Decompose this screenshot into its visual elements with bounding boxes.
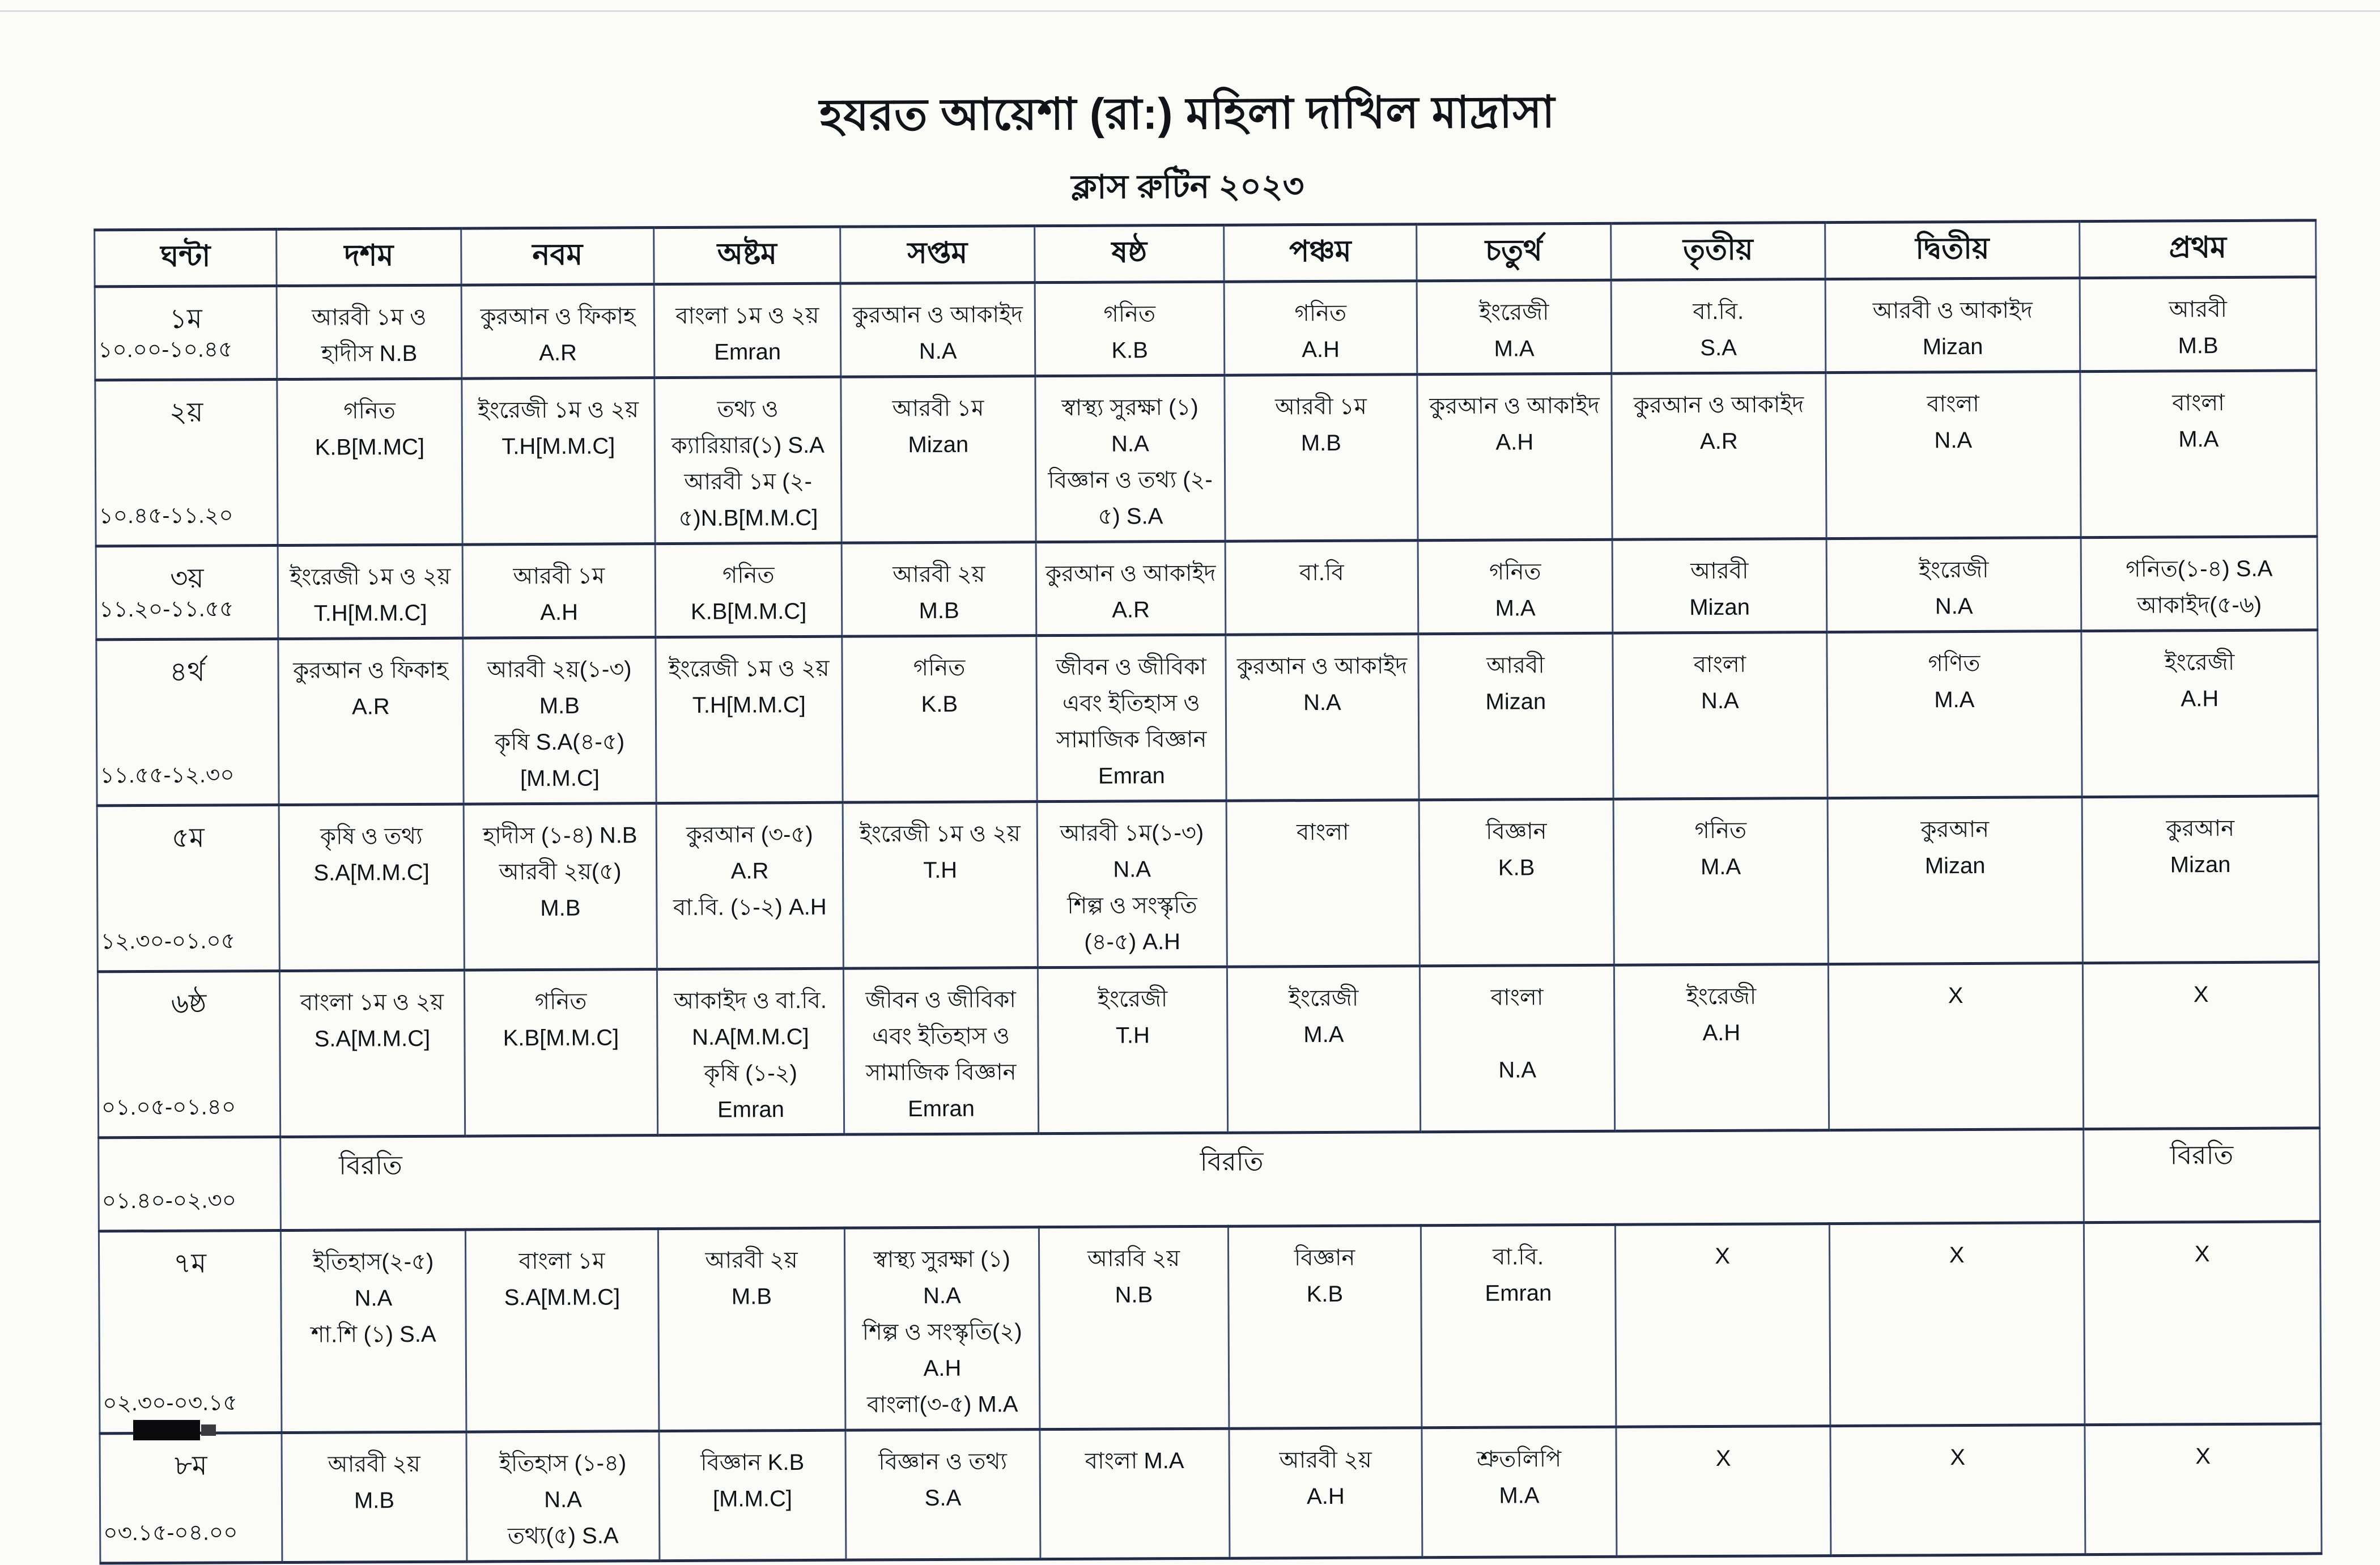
time-cell [95,286,277,380]
page-subtitle: ক্লাস রুটিন ২০২৩ [1071,168,1304,206]
subject-cell-r1-c6: কুরআন ও আকাইদ A.H [1417,373,1612,540]
subject-cell-r5-c8: X [1828,963,2083,1130]
subject-cell-r2-c1: আরবী ১ম A.H [462,544,656,638]
subject-cell-r7-c2: আরবী ২য় M.B [658,1228,845,1431]
subject-cell-r3-c0: কুরআন ও ফিকাহ A.R [278,638,464,805]
break-row [99,1128,2320,1231]
time-cell [96,546,278,640]
subject-cell-r1-c4: স্বাস্থ্য সুরক্ষা (১) N.A বিজ্ঞান ও তথ্য (২- ৫) S.A [1035,375,1225,542]
period-row-4 [97,796,2319,972]
subject-cell-r0-c3: কুরআন ও আকাইদ N.A [840,283,1035,377]
period-label: ১ম [169,304,202,334]
period-row-0 [95,277,2317,380]
subject-cell-r1-c8: বাংলা N.A [1826,372,2081,539]
subject-cell-r4-c7: গনিত M.A [1613,798,1828,966]
subject-cell-r5-c2: আকাইদ ও বা.বি. N.A[M.M.C] কৃষি (১-২) Emran [657,968,844,1135]
time-cell [99,1231,282,1434]
subject-cell-r1-c7: কুরআন ও আকাইদ A.R [1612,373,1826,540]
subject-cell-r1-c0: গনিত K.B[M.MC] [277,379,462,545]
subject-cell-r4-c8: কুরআন Mizan [1828,797,2082,964]
period-label: ৫ম [171,823,205,853]
subject-cell-r8-c1: ইতিহাস (১-৪) N.A তথ্য(৫) S.A [466,1431,660,1562]
subject-cell-r8-c7: X [1616,1426,1831,1557]
subject-cell-r2-c2: গনিত K.B[M.M.C] [655,543,842,637]
break-label: বিরতি [339,1150,402,1180]
period-row-3 [96,630,2318,806]
period-row-5 [97,962,2319,1138]
period-label: ৬ষ্ঠ [171,989,207,1019]
subject-cell-r3-c7: বাংলা N.A [1613,632,1828,799]
column-header-7: চতুর্থ [1417,223,1611,280]
break-merged-cell [280,1129,2084,1231]
subject-cell-r7-c7: X [1615,1224,1830,1427]
subject-cell-r8-c6: শ্রুতলিপি M.A [1422,1427,1617,1557]
subject-cell-r3-c5: কুরআন ও আকাইদ N.A [1226,634,1419,801]
subject-cell-r1-c3: আরবী ১ম Mizan [841,376,1036,543]
subject-cell-r3-c2: ইংরেজী ১ম ও ২য় T.H[M.M.C] [656,636,843,803]
subject-cell-r7-c3: স্বাস্থ্য সুরক্ষা (১) N.A শিল্প ও সংস্কৃতি(২) A.H বাংলা(৩-৫) M.A [844,1227,1040,1430]
subject-cell-r5-c6: বাংলা N.A [1420,965,1614,1132]
time-range-label: ০২.৩০-০৩.১৫ [103,1390,237,1416]
time-range-label: ১০.০০-১০.৪৫ [98,337,233,363]
subject-cell-r1-c5: আরবী ১ম M.B [1225,375,1418,541]
scan-ink-artifact-small [201,1424,216,1436]
column-header-1: দশম [277,228,461,286]
subject-cell-r7-c0: ইতিহাস(২-৫) N.A শা.শি (১) S.A [280,1230,466,1432]
period-label: ৪র্থ [169,657,205,687]
break-cell-last-column [2084,1128,2320,1223]
subject-cell-r0-c0: আরবী ১ম ও হাদীস N.B [277,285,462,379]
subject-cell-r8-c3: বিজ্ঞান ও তথ্য S.A [845,1430,1040,1560]
subject-cell-r4-c4: আরবী ১ম(১-৩) N.A শিল্প ও সংস্কৃতি (৪-৫) A.H [1037,801,1227,967]
subject-cell-r2-c9: গনিত(১-৪) S.A আকাইদ(৫-৬) [2081,537,2318,631]
subject-cell-r8-c5: আরবী ২য় A.H [1229,1428,1422,1558]
subject-cell-r7-c1: বাংলা ১ম S.A[M.M.C] [465,1229,659,1432]
subject-cell-r7-c8: X [1829,1223,2085,1426]
subject-cell-r5-c4: ইংরেজী T.H [1038,967,1227,1133]
subject-cell-r3-c4: জীবন ও জীবিকা এবং ইতিহাস ও সামাজিক বিজ্ঞান Emran [1036,635,1226,801]
subject-cell-r0-c7: বা.বি. S.A [1611,279,1826,374]
subject-cell-r4-c2: কুরআন (৩-৫) A.R বা.বি. (১-২) A.H [656,802,843,969]
column-header-10: প্রথম [2080,220,2316,278]
routine-table-wrap [94,219,2322,1564]
subject-cell-r5-c3: জীবন ও জীবিকা এবং ইতিহাস ও সামাজিক বিজ্ঞান Emran [843,968,1038,1134]
subject-cell-r2-c0: ইংরেজী ১ম ও ২য় T.H[M.M.C] [278,545,463,639]
subject-cell-r4-c6: বিজ্ঞান K.B [1419,799,1614,966]
scan-ink-artifact [133,1420,200,1440]
subject-cell-r3-c9: ইংরেজী A.H [2081,630,2318,797]
subject-cell-r4-c0: কৃষি ও তথ্য S.A[M.M.C] [279,804,464,971]
column-header-9: দ্বিতীয় [1825,222,2080,279]
time-range-label: ০৩.১৫-০৪.০০ [103,1520,238,1546]
column-header-6: পঞ্চম [1224,224,1417,282]
subject-cell-r8-c9: X [2085,1424,2322,1555]
subject-cell-r4-c1: হাদীস (১-৪) N.B আরবী ২য়(৫) M.B [464,803,657,970]
subject-cell-r4-c3: ইংরেজী ১ম ও ২য় T.H [843,802,1038,968]
column-header-4: সপ্তম [840,226,1035,283]
time-cell [99,1137,281,1231]
subject-cell-r0-c5: গনিত A.H [1224,281,1417,375]
period-label: ৩য় [170,563,204,594]
time-range-label: ১০.৪৫-১১.২০ [99,503,233,529]
subject-cell-r0-c6: ইংরেজী M.A [1417,280,1612,374]
subject-cell-r3-c8: গণিত M.A [1827,631,2082,798]
subject-cell-r7-c9: X [2084,1222,2321,1425]
time-cell [100,1433,282,1563]
time-cell [97,971,280,1138]
subject-cell-r5-c1: গনিত K.B[M.M.C] [464,969,657,1136]
time-range-label: ০১.০৫-০১.৪০ [101,1095,236,1120]
period-label: ৮ম [174,1451,207,1481]
time-range-label: ০১.৪০-০২.৩০ [101,1188,237,1214]
subject-cell-r0-c8: আরবী ও আকাইদ Mizan [1825,278,2080,373]
subject-cell-r8-c2: বিজ্ঞান K.B [M.M.C] [659,1430,846,1560]
subject-cell-r7-c4: আরবি ২য় N.B [1039,1226,1229,1429]
subject-cell-r7-c5: বিজ্ঞান K.B [1228,1226,1422,1428]
page-title: হযরত আয়েশা (রা:) মহিলা দাখিল মাদ্রাসা [819,87,1556,140]
time-cell [96,639,279,806]
header-row [95,220,2316,287]
subject-cell-r8-c0: আরবী ২য় M.B [282,1432,467,1562]
column-header-2: নবম [461,228,654,285]
time-range-label: ১১.৫৫-১২.৩০ [100,763,235,788]
time-cell [95,380,278,546]
period-label: ২য় [169,397,203,428]
column-header-0: ঘন্টা [95,229,277,287]
subject-cell-r3-c6: আরবী Mizan [1418,633,1613,799]
subject-cell-r1-c9: বাংলা M.A [2080,371,2317,538]
table-body [95,277,2322,1563]
period-label: ৭ম [173,1248,207,1279]
time-range-label: ১১.২০-১১.৫৫ [99,597,234,622]
period-label [100,1139,279,1150]
subject-cell-r7-c6: বা.বি. Emran [1421,1224,1616,1427]
subject-cell-r3-c3: গনিত K.B [842,636,1037,802]
subject-cell-r5-c5: ইংরেজী M.A [1227,966,1420,1133]
subject-cell-r8-c8: X [1830,1425,2085,1556]
class-routine-table [94,219,2322,1564]
period-row-1 [95,371,2317,546]
period-row-7 [99,1222,2321,1434]
subject-cell-r1-c2: তথ্য ও ক্যারিয়ার(১) S.A আরবী ১ম (২- ৫)N.B[M.M.C] [654,377,842,543]
subject-cell-r3-c1: আরবী ২য়(১-৩) M.B কৃষি S.A(৪-৫) [M.M.C] [463,637,656,804]
subject-cell-r5-c0: বাংলা ১ম ও ২য় S.A[M.M.C] [279,970,465,1137]
subject-cell-r2-c5: বা.বি [1225,541,1418,635]
subject-cell-r0-c4: গনিত K.B [1035,282,1225,376]
subject-cell-r4-c9: কুরআন Mizan [2082,796,2319,963]
subject-cell-r2-c7: আরবী Mizan [1612,539,1827,633]
column-header-8: তৃতীয় [1611,223,1825,280]
subject-cell-r2-c8: ইংরেজী N.A [1826,538,2081,632]
subject-cell-r2-c6: গনিত M.A [1418,539,1613,633]
subject-cell-r4-c5: বাংলা [1226,800,1420,967]
column-header-3: অষ্টম [654,227,840,284]
break-label: বিরতি [1200,1146,1264,1176]
subject-cell-r2-c4: কুরআন ও আকাইদ A.R [1036,541,1226,635]
break-label: বিরতি [2170,1139,2234,1170]
subject-cell-r0-c1: কুরআন ও ফিকাহ A.R [461,284,654,379]
column-header-5: ষষ্ঠ [1035,225,1224,282]
subject-cell-r0-c9: আরবী M.B [2080,277,2317,372]
subject-cell-r5-c9: X [2082,962,2319,1129]
subject-cell-r5-c7: ইংরেজী A.H [1614,964,1829,1132]
time-cell [97,805,279,972]
time-range-label: ১২.৩০-০১.০৫ [100,929,236,954]
subject-cell-r1-c1: ইংরেজী ১ম ও ২য় T.H[M.M.C] [462,378,655,545]
subject-cell-r8-c4: বাংলা M.A [1040,1428,1230,1559]
subject-cell-r2-c3: আরবী ২য় M.B [842,542,1036,636]
period-row-2 [96,537,2318,640]
subject-cell-r0-c2: বাংলা ১ম ও ২য় Emran [654,283,841,377]
table-header [95,220,2316,287]
